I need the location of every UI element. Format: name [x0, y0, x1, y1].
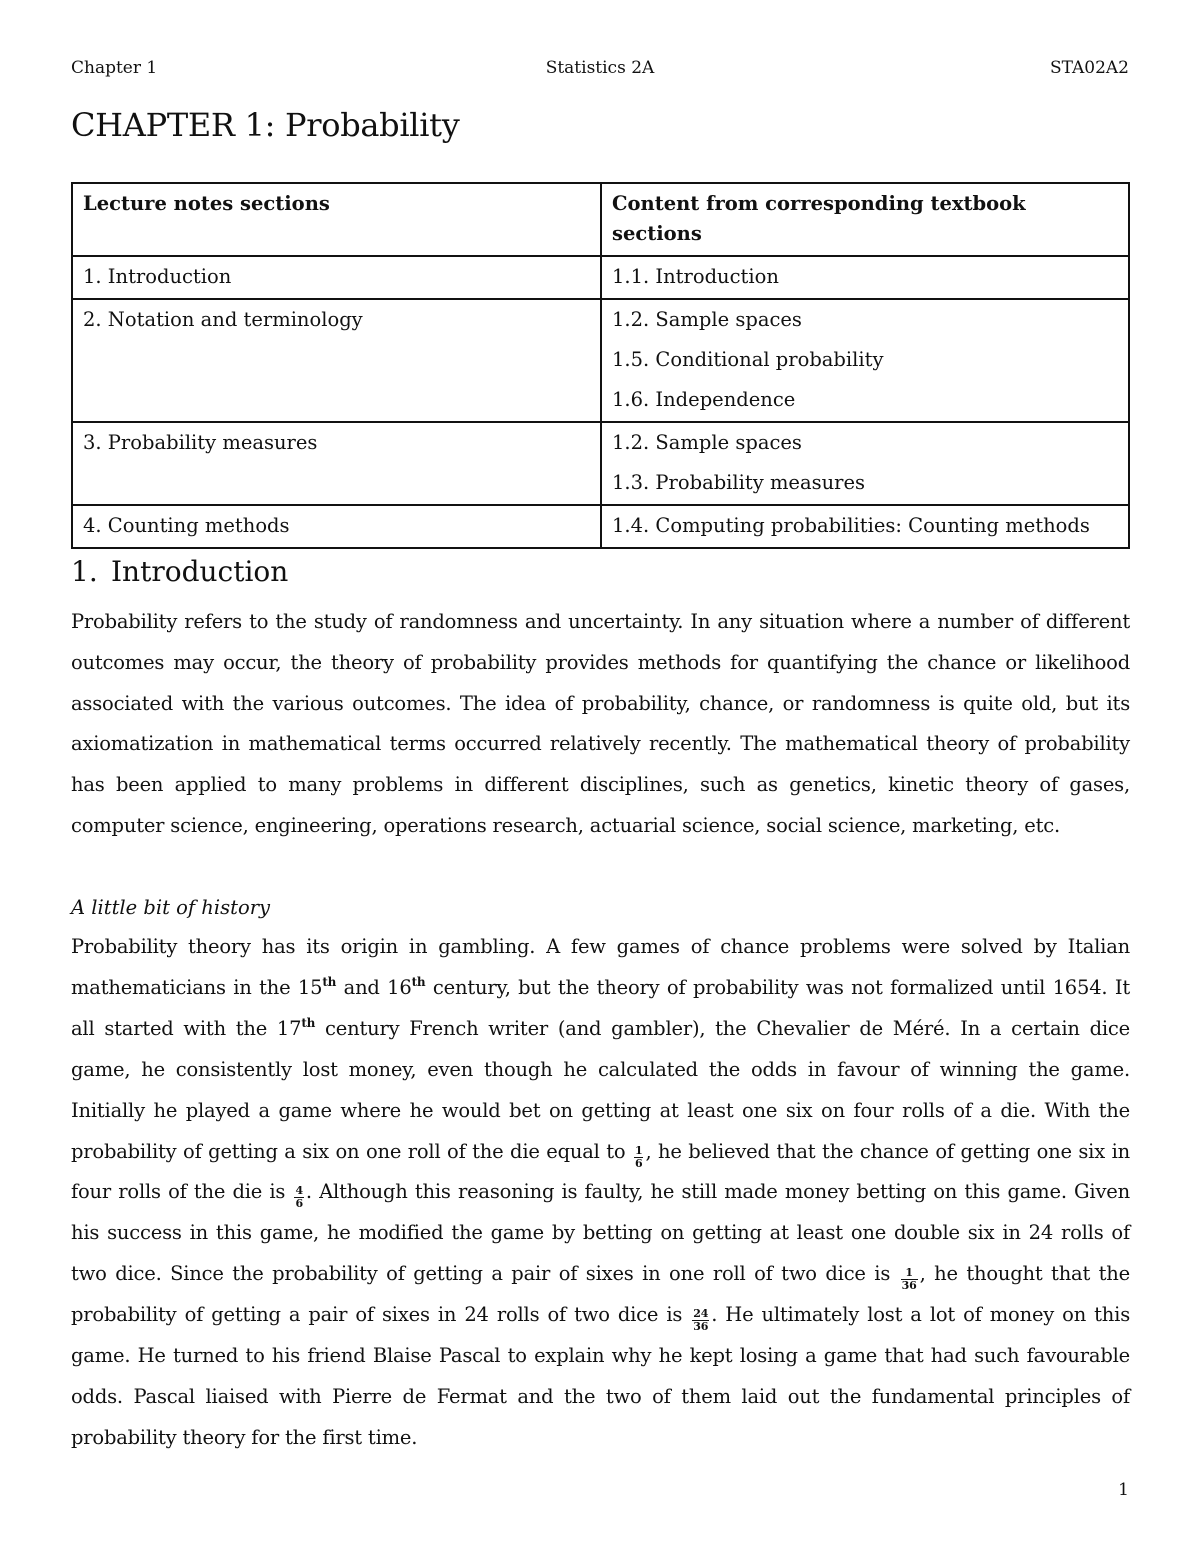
- fraction-denominator: 6: [295, 1197, 303, 1211]
- table-header-textbook: Content from corresponding textbook sections: [601, 183, 1129, 256]
- page-number: 1: [1118, 1480, 1129, 1500]
- textbook-section: 1.4. Computing probabilities: Counting methods: [612, 514, 1090, 537]
- history-text: Probability theory has its origin in gambling. A few games of chance problems were solved by Italian mathematicians in the 15: [71, 935, 1130, 999]
- fraction-one-thirtysixth: [901, 1267, 918, 1292]
- table-header-lecture: Lecture notes sections: [72, 183, 601, 256]
- history-text: and 16: [336, 975, 412, 999]
- history-paragraph: [71, 927, 1130, 1459]
- lecture-section-cell: 2. Notation and terminology: [72, 299, 601, 422]
- table-row: [72, 505, 1129, 548]
- table-row: [72, 299, 1129, 422]
- textbook-section-cell: [601, 505, 1129, 548]
- table-row: [72, 422, 1129, 505]
- fraction-twentyfour-thirtysixths: [692, 1308, 709, 1333]
- fraction-numerator: 1: [901, 1267, 918, 1280]
- history-text: . He ultimately lost a lot of money on this game. He turned to his friend Blaise Pascal to explain why he kept losing a game that had such favourable odds. Pascal liaised with Pierre de Fermat and the two of them laid out the fundamental principles of probability theory for the first time.: [71, 1303, 1131, 1449]
- textbook-section-cell: [601, 299, 1129, 422]
- history-text: century, but the theory of probability was not formalized until 1654. It all started with the 17: [71, 975, 1130, 1040]
- fraction-numerator: 1: [635, 1143, 643, 1157]
- header-course-code: STA02A2: [1049, 58, 1129, 78]
- history-text: , he believed that the chance of getting one six in four rolls of the die is: [71, 1139, 1130, 1204]
- chapter-title: CHAPTER 1: Probability: [71, 106, 460, 144]
- textbook-section: 1.2. Sample spaces: [612, 431, 802, 454]
- textbook-section-cell: [601, 256, 1129, 299]
- fraction-denominator: 36: [693, 1320, 709, 1334]
- fraction-one-sixth: [634, 1145, 643, 1170]
- fraction-denominator: 6: [635, 1156, 643, 1170]
- textbook-section: 1.1. Introduction: [612, 265, 779, 288]
- history-text: . Although this reasoning is faulty, he still made money betting on this game. Given his success in this game, he modified the game by betting on getting at least one double six in 24 rolls of two dice. Since the probability of getting a pair of sixes in one roll of two dice is: [71, 1180, 1130, 1286]
- header-course-title: Statistics 2A: [545, 58, 655, 78]
- running-header: [71, 56, 1129, 80]
- textbook-section: 1.2. Sample spaces: [612, 308, 802, 331]
- textbook-section: 1.6. Independence: [612, 388, 796, 411]
- table-header-row: [72, 183, 1129, 256]
- textbook-section: 1.5. Conditional probability: [612, 348, 884, 371]
- header-chapter: Chapter 1: [71, 58, 158, 78]
- fraction-numerator: 4: [295, 1184, 303, 1198]
- section-heading: [71, 552, 288, 592]
- history-text: century French writer (and gambler), the Chevalier de Méré. In a certain dice game, he consistently lost money, even though he calculated the odds in favour of winning the game. Initially he played a game where he would bet on getting at least one six on four rolls of a die. With the probability of getting a six on one roll of the die equal to: [71, 1016, 1130, 1163]
- textbook-section-cell: [601, 422, 1129, 505]
- ordinal-suffix: th: [322, 974, 337, 989]
- history-subheading: A little bit of history: [71, 896, 271, 919]
- ordinal-suffix: th: [301, 1015, 316, 1030]
- history-text: , he thought that the probability of getting a pair of sixes in 24 rolls of two dice is: [71, 1262, 1130, 1327]
- textbook-section: 1.3. Probability measures: [612, 471, 866, 494]
- introduction-paragraph: Probability refers to the study of randomness and uncertainty. In any situation where a number of different outcomes may occur, the theory of probability provides methods for quantifying the chance or likelihood associated with the various outcomes. The idea of probability, chance, or randomness is quite old, but its axiomatization in mathematical terms occurred relatively recently. The mathematical theory of probability has been applied to many problems in different disciplines, such as genetics, kinetic theory of gases, computer science, engineering, operations research, actuarial science, social science, marketing, etc.: [71, 610, 1130, 837]
- lecture-section-cell: 4. Counting methods: [72, 505, 601, 548]
- fraction-denominator: 36: [901, 1279, 917, 1293]
- lecture-section-cell: 1. Introduction: [72, 256, 601, 299]
- fraction-four-sixths: [294, 1185, 303, 1210]
- table-row: [72, 256, 1129, 299]
- fraction-numerator: 24: [693, 1307, 709, 1321]
- section-number: 1.: [71, 555, 98, 588]
- lecture-section-cell: 3. Probability measures: [72, 422, 601, 505]
- sections-table: [71, 182, 1130, 549]
- section-title: Introduction: [111, 555, 289, 588]
- ordinal-suffix: th: [411, 974, 426, 989]
